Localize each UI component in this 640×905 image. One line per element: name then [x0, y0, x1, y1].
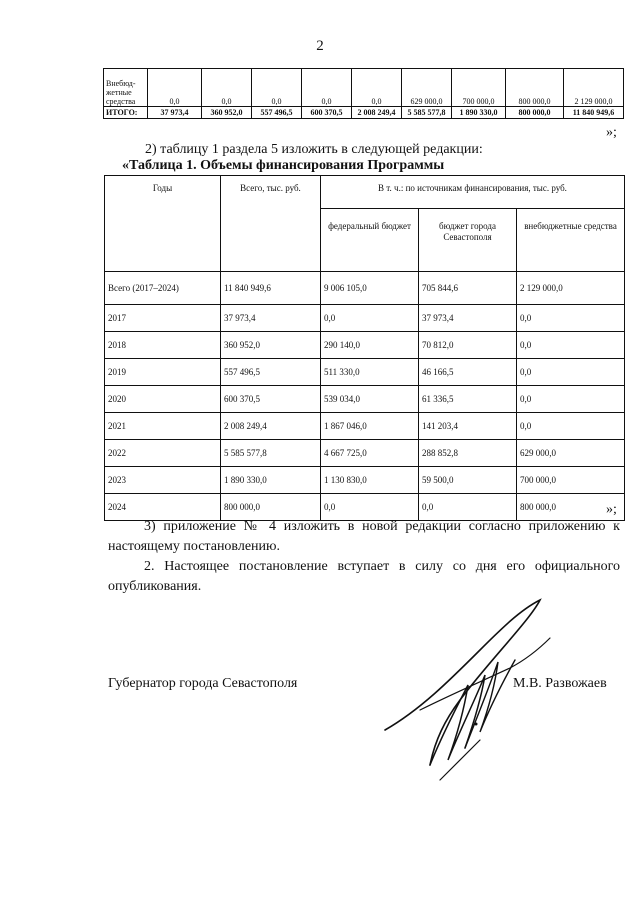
cell-city: 37 973,4 [419, 305, 517, 332]
table-cell: 0,0 [252, 69, 302, 107]
table-cell: 11 840 949,6 [564, 107, 624, 119]
header-years: Годы [105, 176, 221, 272]
cell-city: 46 166,5 [419, 359, 517, 386]
cell-federal: 1 130 830,0 [321, 467, 419, 494]
table-cell: 2 129 000,0 [564, 69, 624, 107]
cell-federal: 290 140,0 [321, 332, 419, 359]
paragraph-entry-into-force: 2. Настоящее постановление вступает в силу со дня его официального опубликования. [108, 559, 620, 594]
table-cell: 557 496,5 [252, 107, 302, 119]
cell-year: 2019 [105, 359, 221, 386]
signatory-title: Губернатор города Севастополя [108, 676, 298, 691]
cell-year: 2024 [105, 494, 221, 521]
cell-offbudget: 0,0 [517, 359, 625, 386]
table-title: «Таблица 1. Объемы финансирования Программы [122, 158, 445, 173]
table-cell: 800 000,0 [506, 107, 564, 119]
cell-year: 2020 [105, 386, 221, 413]
cell-total: 1 890 330,0 [221, 467, 321, 494]
cell-offbudget: 0,0 [517, 332, 625, 359]
table-cell: 2 008 249,4 [352, 107, 402, 119]
header-total: Всего, тыс. руб. [221, 176, 321, 272]
table-row [105, 413, 625, 440]
cell-year: 2018 [105, 332, 221, 359]
table-row-offbudget [104, 69, 624, 107]
table-row [105, 440, 625, 467]
closing-quote: »; [606, 502, 617, 517]
header-federal: федеральный бюджет [321, 209, 419, 272]
table-cell: 1 890 330,0 [452, 107, 506, 119]
row-label: Внебюд-жетные средства [104, 69, 148, 107]
signatory-name: М.В. Развожаев [513, 676, 607, 691]
paragraph-amendment-2: 2) таблицу 1 раздела 5 изложить в следующей редакции: [145, 142, 483, 157]
table-row [105, 359, 625, 386]
table-cell: 0,0 [352, 69, 402, 107]
cell-offbudget: 700 000,0 [517, 467, 625, 494]
cell-federal: 0,0 [321, 305, 419, 332]
header-sources: В т. ч.: по источникам финансирования, тыс. руб. [321, 176, 625, 209]
cell-offbudget: 0,0 [517, 305, 625, 332]
cell-city: 0,0 [419, 494, 517, 521]
cell-federal: 9 006 105,0 [321, 272, 419, 305]
handwritten-signature [380, 590, 560, 790]
cell-year: Всего (2017–2024) [105, 272, 221, 305]
cell-city: 288 852,8 [419, 440, 517, 467]
cell-year: 2017 [105, 305, 221, 332]
cell-federal: 1 867 046,0 [321, 413, 419, 440]
closing-quote: »; [606, 125, 617, 140]
cell-offbudget: 800 000,0 [517, 494, 625, 521]
cell-offbudget: 2 129 000,0 [517, 272, 625, 305]
cell-city: 61 336,5 [419, 386, 517, 413]
cell-total: 11 840 949,6 [221, 272, 321, 305]
header-city: бюджет города Севастополя [419, 209, 517, 272]
cell-total: 557 496,5 [221, 359, 321, 386]
table-cell: 0,0 [148, 69, 202, 107]
cell-offbudget: 0,0 [517, 413, 625, 440]
table-header-row [105, 176, 625, 209]
table-cell: 5 585 577,8 [402, 107, 452, 119]
table-cell: 0,0 [302, 69, 352, 107]
cell-city: 705 844,6 [419, 272, 517, 305]
cell-federal: 0,0 [321, 494, 419, 521]
cell-offbudget: 0,0 [517, 386, 625, 413]
table-row [105, 272, 625, 305]
cell-city: 70 812,0 [419, 332, 517, 359]
table-cell: 800 000,0 [506, 69, 564, 107]
funding-volumes-table [104, 175, 625, 521]
cell-federal: 511 330,0 [321, 359, 419, 386]
cell-total: 5 585 577,8 [221, 440, 321, 467]
table-row [105, 467, 625, 494]
table-cell: 0,0 [202, 69, 252, 107]
page-number: 2 [316, 38, 324, 54]
cell-federal: 4 667 725,0 [321, 440, 419, 467]
cell-total: 37 973,4 [221, 305, 321, 332]
row-label: ИТОГО: [104, 107, 148, 119]
funding-table-continuation [103, 68, 624, 119]
cell-year: 2022 [105, 440, 221, 467]
header-offbudget: внебюджетные средства [517, 209, 625, 272]
table-cell: 629 000,0 [402, 69, 452, 107]
table-row [105, 305, 625, 332]
cell-total: 800 000,0 [221, 494, 321, 521]
cell-total: 2 008 249,4 [221, 413, 321, 440]
paragraph-amendment-3: 3) приложение № 4 изложить в новой редакции согласно приложению к настоящему постановлению. [108, 519, 620, 554]
table-cell: 700 000,0 [452, 69, 506, 107]
table-row-total [104, 107, 624, 119]
table-cell: 37 973,4 [148, 107, 202, 119]
table-cell: 600 370,5 [302, 107, 352, 119]
cell-city: 141 203,4 [419, 413, 517, 440]
cell-offbudget: 629 000,0 [517, 440, 625, 467]
cell-year: 2021 [105, 413, 221, 440]
cell-city: 59 500,0 [419, 467, 517, 494]
cell-total: 360 952,0 [221, 332, 321, 359]
table-cell: 360 952,0 [202, 107, 252, 119]
cell-federal: 539 034,0 [321, 386, 419, 413]
cell-total: 600 370,5 [221, 386, 321, 413]
cell-year: 2023 [105, 467, 221, 494]
table-row [105, 386, 625, 413]
table-row [105, 332, 625, 359]
